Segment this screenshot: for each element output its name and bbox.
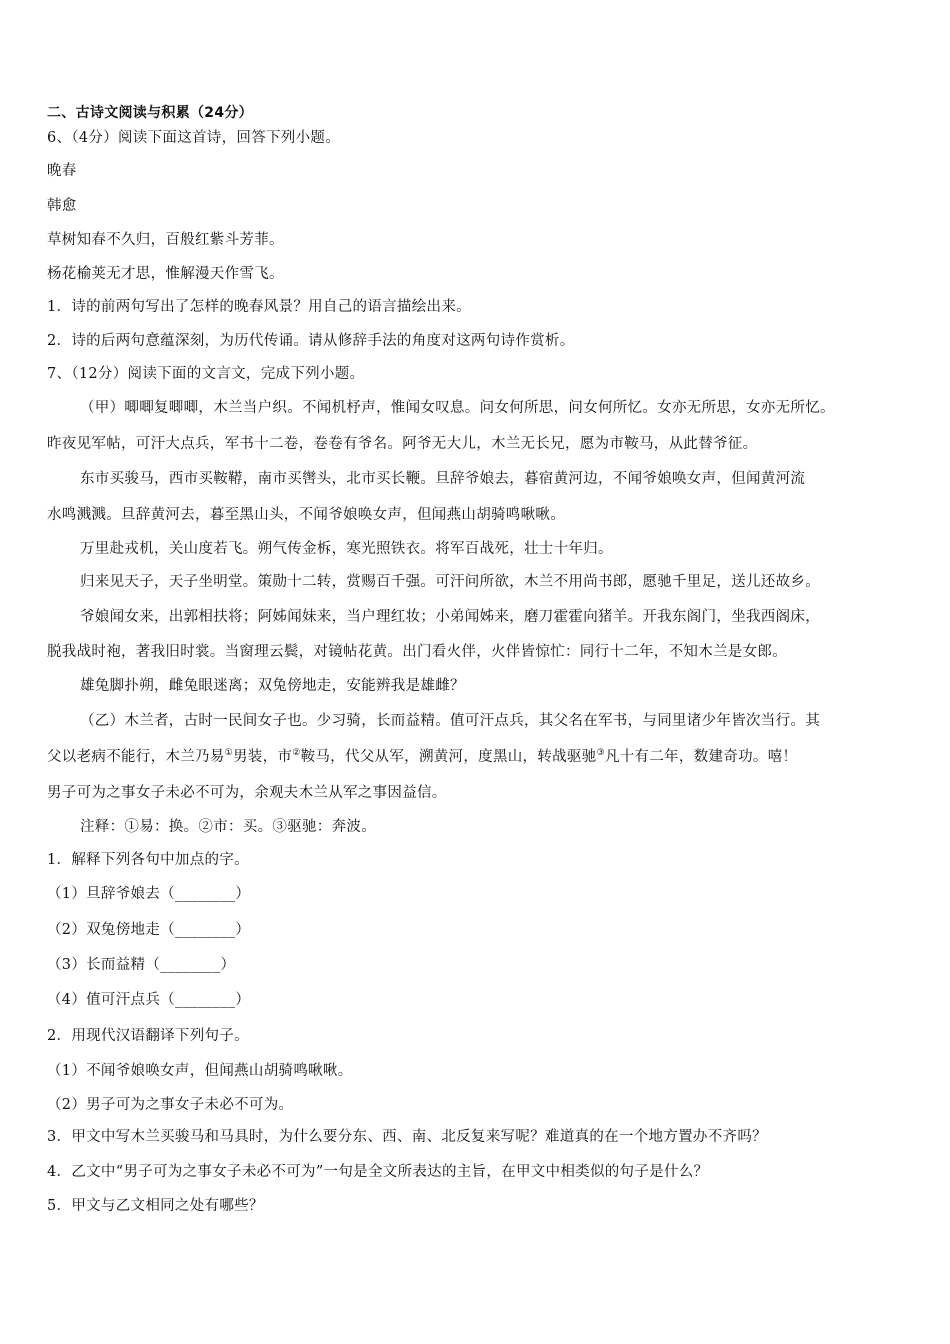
footnote-marker: ②: [292, 748, 301, 759]
passage-jia-line: 归来见天子，天子坐明堂。策勋十二转，赏赐百千强。可汗问所欲，木兰不用尚书郎，愿驰千里足，送儿还故乡。: [80, 574, 820, 590]
poem-line: 草树知春不久归，百般红紫斗芳菲。: [47, 232, 284, 248]
q7-subquestion: 4．乙文中“男子可为之事女子未必不可为”一句是全文所表达的主旨，在甲文中相类似的句子是什么？: [47, 1164, 709, 1180]
poem-author: 韩愈: [47, 198, 77, 214]
q7-subquestion: 3．甲文中写木兰买骏马和马具时，为什么要分东、西、南、北反复来写呢？难道真的在一个地方置办不齐吗？: [47, 1129, 767, 1145]
footnote-marker: ③: [596, 748, 605, 759]
footnote: 注释：①易：换。②市：买。③驱驰：奔波。: [80, 819, 376, 835]
passage-yi-text: 父以老病不能行，木兰乃易: [47, 749, 225, 765]
q7-blank-item: （1）旦辞爷娘去（________）: [47, 886, 251, 902]
passage-jia-line: 雄兔脚扑朔，雌兔眼迷离；双兔傍地走，安能辨我是雄雌？: [80, 678, 465, 694]
passage-yi-line: （乙）木兰者，古时一民间女子也。少习骑，长而益精。值可汗点兵，其父名在军书，与同里诸少年皆次当行。其: [80, 713, 820, 729]
passage-yi-text: 凡十有二年，数建奇功。嘻！: [604, 749, 798, 765]
passage-jia-line: 脱我战时袍，著我旧时裳。当窗理云鬓，对镜帖花黄。出门看火伴，火伴皆惊忙：同行十二年，不知木兰是女郎。: [47, 644, 787, 660]
section-title: 二、古诗文阅读与积累（24分）: [47, 105, 253, 121]
q7-subquestion: 2．用现代汉语翻译下列句子。: [47, 1028, 249, 1044]
passage-jia-line: 昨夜见军帖，可汗大点兵，军书十二卷，卷卷有爷名。阿爷无大儿，木兰无长兄，愿为市鞍马，从此替爷征。: [47, 436, 758, 452]
passage-yi-line: 男子可为之事女子未必不可为，余观夫木兰从军之事因益信。: [47, 785, 447, 801]
poem-line: 杨花榆荚无才思，惟解漫天作雪飞。: [47, 266, 284, 282]
passage-jia-line: 万里赴戎机，关山度若飞。朔气传金柝，寒光照铁衣。将军百战死，壮士十年归。: [80, 541, 613, 557]
q7-blank-item: （3）长而益精（________）: [47, 957, 236, 973]
q7-translate-item: （1）不闻爷娘唤女声，但闻燕山胡骑鸣啾啾。: [47, 1063, 353, 1079]
q6-header: 6、（4分）阅读下面这首诗，回答下列小题。: [47, 130, 340, 146]
passage-yi-line: [47, 747, 797, 767]
passage-jia-line: （甲）唧唧复唧唧，木兰当户织。不闻机杼声，惟闻女叹息。问女何所思，问女何所忆。女亦无所思，女亦无所忆。: [80, 400, 835, 416]
q7-subquestion: 1．解释下列各句中加点的字。: [47, 852, 249, 868]
poem-title: 晚春: [47, 163, 77, 179]
passage-yi-text: 鞍马，代父从军，溯黄河，度黑山，转战驱驰: [300, 749, 597, 765]
q7-subquestion: 5．甲文与乙文相同之处有哪些？: [47, 1198, 264, 1214]
q6-subquestion: 2．诗的后两句意蕴深刻，为历代传诵。请从修辞手法的角度对这两句诗作赏析。: [47, 333, 575, 349]
passage-jia-line: 东市买骏马，西市买鞍鞯，南市买辔头，北市买长鞭。旦辞爷娘去，暮宿黄河边，不闻爷娘唤女声，但闻黄河流: [80, 471, 806, 487]
q7-blank-item: （4）值可汗点兵（________）: [47, 992, 251, 1008]
q6-subquestion: 1．诗的前两句写出了怎样的晚春风景？用自己的语言描绘出来。: [47, 299, 471, 315]
q7-blank-item: （2）双兔傍地走（________）: [47, 922, 251, 938]
passage-jia-line: 水鸣溅溅。旦辞黄河去，暮至黑山头，不闻爷娘唤女声，但闻燕山胡骑鸣啾啾。: [47, 507, 565, 523]
q7-header: 7、（12分）阅读下面的文言文，完成下列小题。: [47, 366, 365, 382]
passage-jia-line: 爷娘闻女来，出郭相扶将；阿姊闻妹来，当户理红妆；小弟闻姊来，磨刀霍霍向猪羊。开我东阁门，坐我西阁床，: [80, 609, 820, 625]
passage-yi-text: 男装，市: [232, 749, 293, 765]
q7-translate-item: （2）男子可为之事女子未必不可为。: [47, 1097, 294, 1113]
footnote-marker: ①: [224, 748, 233, 759]
